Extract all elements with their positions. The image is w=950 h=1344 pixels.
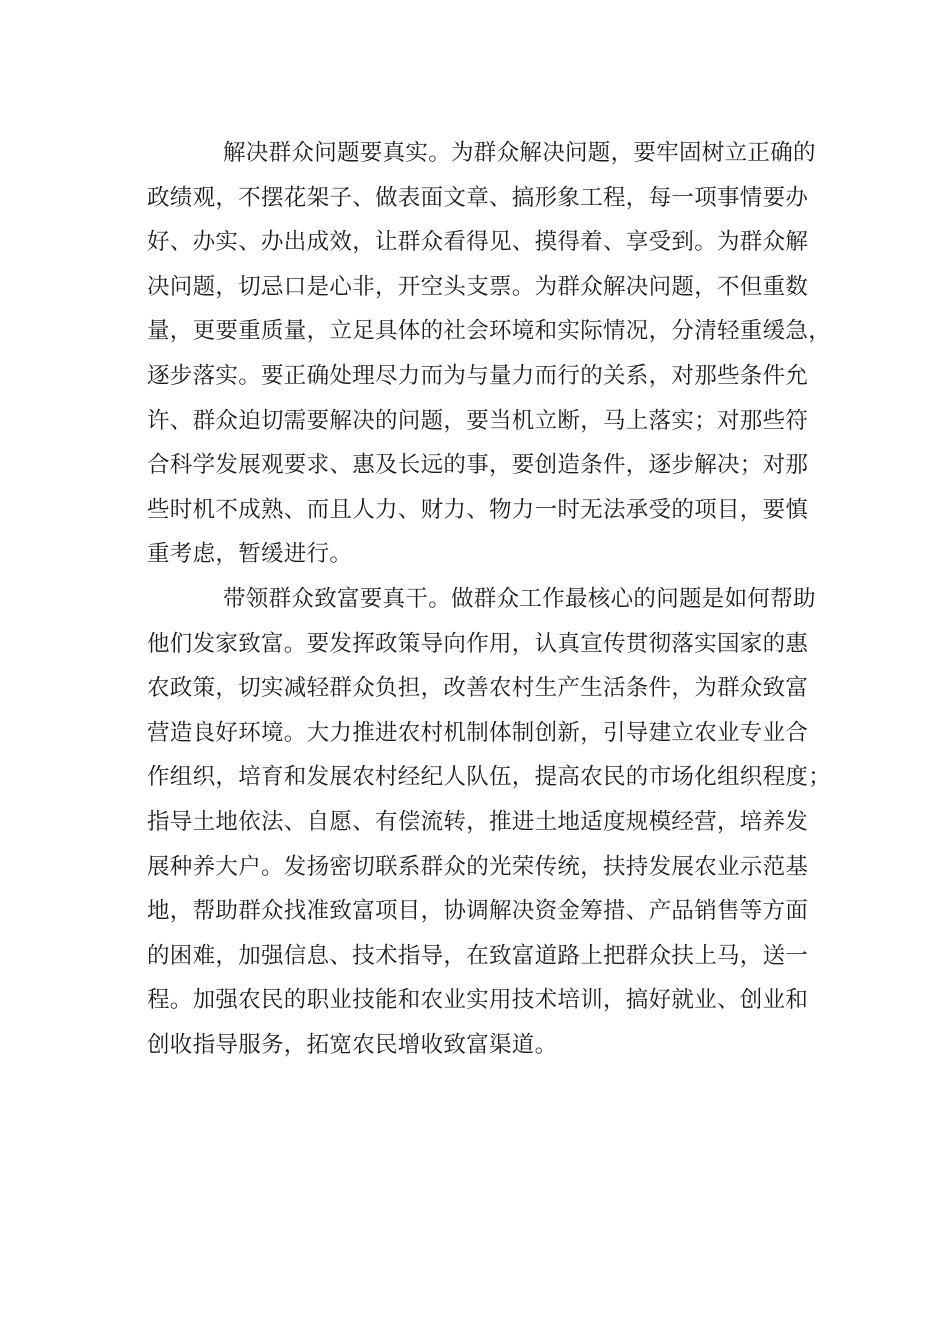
paragraph-line: 展种养大户。发扬密切联系群众的光荣传统，扶持发展农业示范基 — [147, 853, 809, 880]
paragraph-line: 量，更要重质量，立足具体的社会环境和实际情况，分清轻重缓急， — [147, 318, 832, 345]
paragraph-line: 带领群众致富要真干。做群众工作最核心的问题是如何帮助 — [223, 585, 816, 612]
paragraph-line: 政绩观，不摆花架子、做表面文章、搞形象工程，每一项事情要办 — [147, 184, 809, 211]
paragraph-line: 程。加强农民的职业技能和农业实用技术培训，搞好就业、创业和 — [147, 987, 809, 1014]
paragraph-line: 决问题，切忌口是心非，开空头支票。为群众解决问题，不但重数 — [147, 273, 809, 300]
paragraph-line: 指导土地依法、自愿、有偿流转，推进土地适度规模经营，培养发 — [147, 808, 809, 835]
paragraph-line: 他们发家致富。要发挥政策导向作用，认真宣传贯彻落实国家的惠 — [147, 630, 809, 657]
paragraph-line: 地，帮助群众找准致富项目，协调解决资金筹措、产品销售等方面 — [147, 898, 809, 925]
paragraph-line: 重考虑，暂缓进行。 — [147, 541, 353, 568]
paragraph-line: 作组织，培育和发展农村经纪人队伍，提高农民的市场化组织程度； — [147, 764, 832, 791]
paragraph-line: 创收指导服务，拓宽农民增收致富渠道。 — [147, 1031, 558, 1058]
paragraph-line: 好、办实、办出成效，让群众看得见、摸得着、享受到。为群众解 — [147, 229, 809, 256]
paragraph-line: 些时机不成熟、而且人力、财力、物力一时无法承受的项目，要慎 — [147, 496, 809, 523]
paragraph-line: 逐步落实。要正确处理尽力而为与量力而行的关系，对那些条件允 — [147, 362, 809, 389]
paragraph-1 — [147, 131, 832, 577]
paragraph-line: 营造良好环境。大力推进农村机制体制创新，引导建立农业专业合 — [147, 719, 809, 746]
paragraph-line: 农政策，切实减轻群众负担，改善农村生产生活条件，为群众致富 — [147, 675, 809, 702]
document-body — [147, 131, 832, 1067]
paragraph-line: 合科学发展观要求、惠及长远的事，要创造条件，逐步解决；对那 — [147, 452, 809, 479]
paragraph-2 — [147, 577, 832, 1068]
paragraph-line: 解决群众问题要真实。为群众解决问题，要牢固树立正确的 — [223, 140, 816, 166]
paragraph-line: 许、群众迫切需要解决的问题，要当机立断，马上落实；对那些符 — [147, 407, 809, 434]
paragraph-line: 的困难，加强信息、技术指导，在致富道路上把群众扶上马，送一 — [147, 942, 809, 969]
